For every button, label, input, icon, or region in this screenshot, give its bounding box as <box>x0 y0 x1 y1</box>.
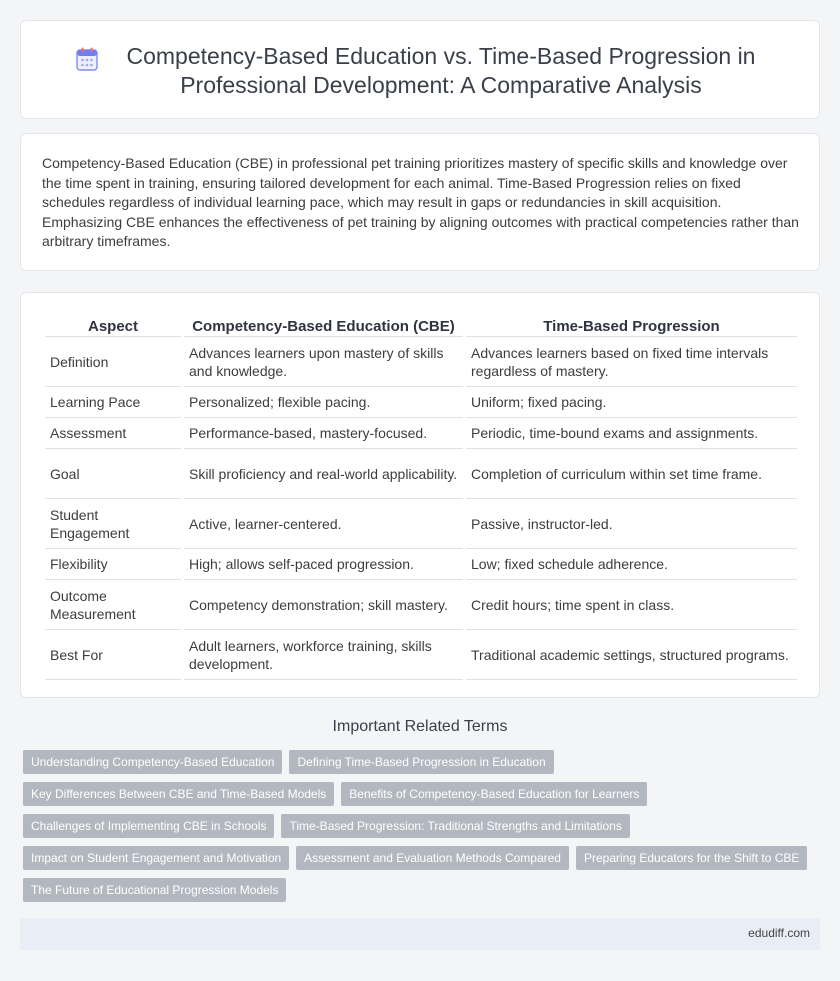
table-row <box>45 499 797 549</box>
row-aspect: Student Engagement <box>45 499 181 549</box>
row-cbe: Skill proficiency and real-world applicability. <box>184 449 463 499</box>
comparison-card <box>20 292 820 698</box>
row-time-based: Passive, instructor-led. <box>466 499 797 549</box>
related-term-tag[interactable]: Impact on Student Engagement and Motivation <box>23 846 289 870</box>
table-row <box>45 580 797 630</box>
table-row <box>45 387 797 418</box>
row-cbe: Adult learners, workforce training, skills development. <box>184 630 463 680</box>
related-term-tag[interactable]: Time-Based Progression: Traditional Strengths and Limitations <box>281 814 629 838</box>
row-time-based: Periodic, time-bound exams and assignments. <box>466 418 797 449</box>
row-time-based: Credit hours; time spent in class. <box>466 580 797 630</box>
related-term-tag[interactable]: The Future of Educational Progression Models <box>23 878 286 902</box>
table-row <box>45 337 797 387</box>
row-cbe: High; allows self-paced progression. <box>184 549 463 580</box>
row-cbe: Active, learner-centered. <box>184 499 463 549</box>
header-aspect: Aspect <box>45 315 181 337</box>
row-cbe: Performance-based, mastery-focused. <box>184 418 463 449</box>
related-term-tag[interactable]: Assessment and Evaluation Methods Compared <box>296 846 569 870</box>
footer-site-link[interactable]: edudiff.com <box>748 926 810 940</box>
table-row <box>45 630 797 680</box>
comparison-table <box>42 315 800 680</box>
table-row <box>45 549 797 580</box>
related-term-tag[interactable]: Preparing Educators for the Shift to CBE <box>576 846 807 870</box>
row-aspect: Goal <box>45 449 181 499</box>
row-cbe: Competency demonstration; skill mastery. <box>184 580 463 630</box>
header-cbe: Competency-Based Education (CBE) <box>184 315 463 337</box>
row-aspect: Assessment <box>45 418 181 449</box>
related-term-tag[interactable]: Key Differences Between CBE and Time-Based Models <box>23 782 334 806</box>
related-term-tag[interactable]: Defining Time-Based Progression in Education <box>289 750 553 774</box>
related-terms-list <box>23 750 813 902</box>
row-aspect: Outcome Measurement <box>45 580 181 630</box>
header-time-based: Time-Based Progression <box>466 315 797 337</box>
footer <box>20 918 820 950</box>
row-time-based: Uniform; fixed pacing. <box>466 387 797 418</box>
page-title: Competency-Based Education vs. Time-Based Progression in Professional Development: A Comparative Analysis <box>126 42 756 98</box>
summary-text: Competency-Based Education (CBE) in professional pet training prioritizes mastery of specific skills and knowledge over the time spent in training, ensuring tailored development for each animal. Time-Based Progression relies on fixed schedules regardless of individual learning pace, which may result in gaps or redundancies in skill acquisition. Emphasizing CBE enhances the effectiveness of pet training by aligning outcomes with practical competencies rather than arbitrary timeframes. <box>42 155 799 249</box>
row-aspect: Flexibility <box>45 549 181 580</box>
row-cbe: Advances learners upon mastery of skills and knowledge. <box>184 337 463 387</box>
row-time-based: Advances learners based on fixed time intervals regardless of mastery. <box>466 337 797 387</box>
related-term-tag[interactable]: Understanding Competency-Based Education <box>23 750 282 774</box>
related-terms-heading: Important Related Terms <box>332 718 508 735</box>
title-card <box>20 20 820 119</box>
row-time-based: Low; fixed schedule adherence. <box>466 549 797 580</box>
table-row <box>45 449 797 499</box>
row-cbe: Personalized; flexible pacing. <box>184 387 463 418</box>
row-time-based: Traditional academic settings, structured programs. <box>466 630 797 680</box>
row-aspect: Best For <box>45 630 181 680</box>
table-row <box>45 418 797 449</box>
related-term-tag[interactable]: Benefits of Competency-Based Education for Learners <box>341 782 647 806</box>
row-aspect: Learning Pace <box>45 387 181 418</box>
row-time-based: Completion of curriculum within set time frame. <box>466 449 797 499</box>
row-aspect: Definition <box>45 337 181 387</box>
summary-card <box>20 133 820 271</box>
related-term-tag[interactable]: Challenges of Implementing CBE in Schools <box>23 814 274 838</box>
